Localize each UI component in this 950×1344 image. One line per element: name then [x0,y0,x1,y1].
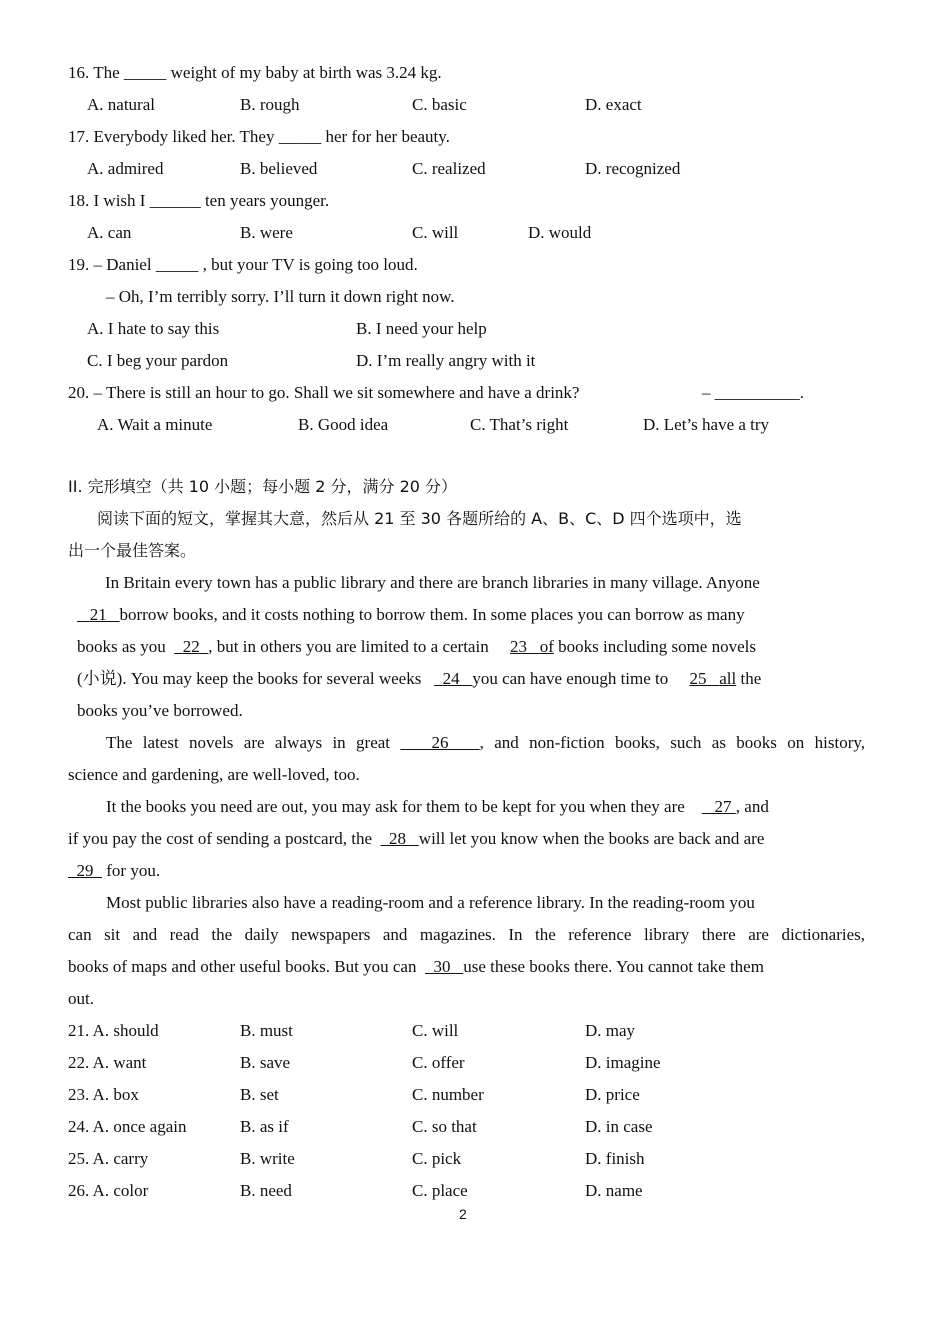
question-19-reply: – Oh, I’m terribly sorry. I’ll turn it down right now. [106,287,455,306]
blank-25: 25 all [689,669,737,688]
blank-26: 26 [431,733,449,752]
q22-option-b: B. save [240,1053,291,1072]
q26-option-a: 26. A. color [68,1181,149,1200]
p1-line4 [77,663,845,695]
q24-option-c: C. so that [412,1117,477,1136]
q20-option-b: B. Good idea [298,415,389,434]
p2-line2: science and gardening, are well-loved, too. [68,765,360,784]
q17-option-a: A. admired [87,159,164,178]
p1-line4b: you can have enough time to [472,669,669,688]
p1-line4d: the [740,669,762,688]
q25-option-d: D. finish [585,1149,645,1168]
q18-option-a: A. can [87,223,132,242]
q26-option-c: C. place [412,1181,468,1200]
q24-option-b: B. as if [240,1117,289,1136]
passage-paragraph-2 [68,727,865,791]
q23-option-c: C. number [412,1085,484,1104]
p2-line1b: , and non-fiction books, such as books on history, [479,733,866,752]
q18-option-b: B. were [240,223,293,242]
q21-option-a: 21. A. should [68,1021,159,1040]
q17-option-b: B. believed [240,159,318,178]
q23-option-b: B. set [240,1085,279,1104]
q20-option-a: A. Wait a minute [97,415,213,434]
q19-option-b: B. I need your help [356,319,487,338]
q25-option-a: 25. A. carry [68,1149,149,1168]
section-heading: II. 完形填空（共 10 小题；每小题 2 分，满分 20 分） [68,477,458,496]
p3-line1 [68,791,865,823]
q22-option-c: C. offer [412,1053,465,1072]
blank-21: 21 [89,605,107,624]
p4-line3b: use these books there. You cannot take them [463,957,764,976]
page-number: 2 [459,1206,467,1222]
p3-line3 [68,855,865,887]
p3-line2b: will let you know when the books are back and are [418,829,765,848]
question-16-stem: 16. The _____ weight of my baby at birth was 3.24 kg. [68,63,442,82]
p4-line3a: books of maps and other useful books. But you can [68,957,417,976]
section-instruction-line2: 出一个最佳答案。 [68,541,197,560]
q21-option-c: C. will [412,1021,459,1040]
p1-line2 [77,599,845,631]
q16-option-c: C. basic [412,95,467,114]
blank-30: 30 [433,957,451,976]
question-18-stem: 18. I wish I ______ ten years younger. [68,191,330,210]
q22-option-a: 22. A. want [68,1053,147,1072]
q17-option-c: C. realized [412,159,486,178]
p2-line1 [68,727,865,759]
p1-line3a: books as you [77,637,166,656]
p4-line1: Most public libraries also have a reading-room and a reference library. In the reading-room you [106,893,755,912]
q18-option-c: C. will [412,223,459,242]
q18-option-d: D. would [528,223,592,242]
blank-29: 29 [76,861,94,880]
q26-option-b: B. need [240,1181,292,1200]
blank-22: 22 [182,637,200,656]
q21-option-b: B. must [240,1021,293,1040]
passage-paragraph-4 [68,887,865,1015]
section-instruction-line1: 阅读下面的短文，掌握其大意，然后从 21 至 30 各题所给的 A、B、C、D 四个选项中，选 [97,509,742,528]
p1-line5: books you’ve borrowed. [77,701,243,720]
p1-line3d: books including some novels [558,637,756,656]
p3-line2 [68,823,865,855]
p2-line1a: The latest novels are always in great [106,733,391,752]
q22-option-d: D. imagine [585,1053,661,1072]
p1-line2-text: borrow books, and it costs nothing to borrow them. In some places you can borrow as many [119,605,745,624]
q26-option-d: D. name [585,1181,643,1200]
question-20-stem: 20. – There is still an hour to go. Shall we sit somewhere and have a drink? [68,383,580,402]
p1-line4a: (小说). You may keep the books for several weeks [77,669,422,688]
q16-option-d: D. exact [585,95,642,114]
q24-option-d: D. in case [585,1117,653,1136]
p4-line3 [68,951,865,983]
q17-option-d: D. recognized [585,159,681,178]
p3-line1a: It the books you need are out, you may ask for them to be kept for you when they are [106,797,685,816]
p1-line3b: , but in others you are limited to a certain [208,637,489,656]
question-17-stem: 17. Everybody liked her. They _____ her for her beauty. [68,127,450,146]
q16-option-b: B. rough [240,95,300,114]
q25-option-b: B. write [240,1149,295,1168]
p4-line2: can sit and read the daily newspapers and magazines. In the reference library there are dictionaries, [68,925,865,944]
q16-option-a: A. natural [87,95,155,114]
q20-option-d: D. Let’s have a try [643,415,770,434]
q20-option-c: C. That’s right [470,415,569,434]
blank-27: 27 [714,797,732,816]
blank-23: 23 of [509,637,554,656]
passage-paragraph-3 [68,791,865,887]
question-20-answer-blank: – __________. [702,383,804,402]
q24-option-a: 24. A. once again [68,1117,187,1136]
p4-line4: out. [68,989,94,1008]
q23-option-d: D. price [585,1085,640,1104]
q23-option-a: 23. A. box [68,1085,139,1104]
question-19-stem: 19. – Daniel _____ , but your TV is going too loud. [68,255,418,274]
q19-option-c: C. I beg your pardon [87,351,229,370]
blank-28: 28 [389,829,407,848]
q19-option-d: D. I’m really angry with it [356,351,536,370]
p1-line3 [77,631,845,663]
p3-line1b: , and [735,797,769,816]
q25-option-c: C. pick [412,1149,462,1168]
q19-option-a: A. I hate to say this [87,319,220,338]
q21-option-d: D. may [585,1021,636,1040]
passage-paragraph-1 [77,567,845,727]
p3-line2a: if you pay the cost of sending a postcard, the [68,829,373,848]
blank-24: 24 [442,669,460,688]
p3-line3b: for you. [106,861,161,880]
p1-line1: In Britain every town has a public library and there are branch libraries in many village. Anyone [105,573,760,592]
